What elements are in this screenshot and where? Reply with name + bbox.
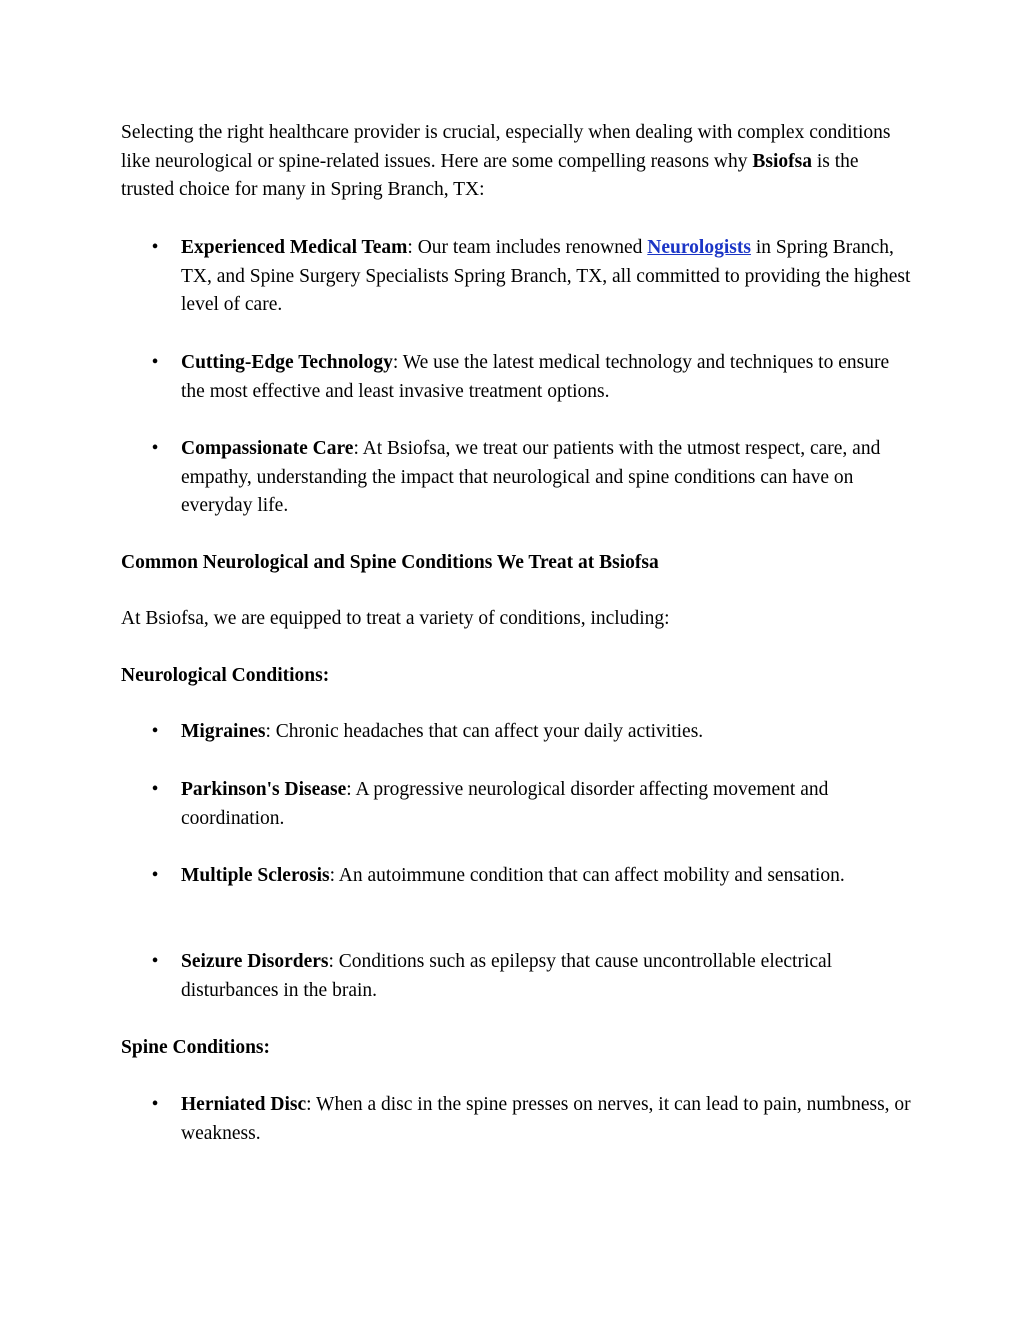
bullet-icon: • xyxy=(151,721,159,742)
list-item-term: Compassionate Care xyxy=(181,438,354,459)
spine-conditions-heading: Spine Conditions: xyxy=(121,1037,271,1058)
neurological-conditions-heading: Neurological Conditions: xyxy=(121,665,330,686)
bullet-icon: • xyxy=(151,865,159,886)
list-item-term: Cutting-Edge Technology xyxy=(181,352,393,373)
list-item-text: : At Bsiofsa, we treat our patients with the utmost respect, care, and empathy, understanding the impact that neurological and spine conditions can have on everyday life. xyxy=(181,438,881,517)
bullet-icon: • xyxy=(151,352,159,373)
conditions-heading: Common Neurological and Spine Conditions We Treat at Bsiofsa xyxy=(121,552,659,573)
list-item-term: Seizure Disorders xyxy=(181,951,329,972)
list-item-term: Herniated Disc xyxy=(181,1094,307,1115)
conditions-intro: At Bsiofsa, we are equipped to treat a variety of conditions, including: xyxy=(121,608,670,629)
list-item-text: : We use the latest medical technology and techniques to ensure the most effective and least invasive treatment options. xyxy=(181,352,890,402)
intro-paragraph xyxy=(121,119,911,205)
list-item-text: : Chronic headaches that can affect your daily activities. xyxy=(265,721,704,742)
bullet-icon: • xyxy=(151,779,159,800)
list-item-text: : Conditions such as epilepsy that cause uncontrollable electrical disturbances in the brain. xyxy=(181,951,833,1001)
list-item-parkinsons xyxy=(151,776,911,833)
bullet-icon: • xyxy=(151,438,159,459)
list-item-seizure-disorders xyxy=(151,948,911,1005)
list-item-reason-compassionate-care xyxy=(151,435,911,521)
list-item-multiple-sclerosis xyxy=(151,862,911,891)
bullet-icon: • xyxy=(151,237,159,258)
list-item-term: Experienced Medical Team xyxy=(181,237,408,258)
list-item-text: in Spring Branch, TX, and Spine Surgery Specialists Spring Branch, TX, all committed to providing the highest level of care. xyxy=(181,237,911,316)
list-item-text: : An autoimmune condition that can affect mobility and sensation. xyxy=(329,865,845,886)
list-item-text: : Our team includes renowned xyxy=(407,237,648,258)
intro-text-before: Selecting the right healthcare provider is crucial, especially when dealing with complex conditions like neurological or spine-related issues. Here are some compelling reasons why xyxy=(121,122,891,172)
list-item-term: Parkinson's Disease xyxy=(181,779,347,800)
brand-name: Bsiofsa xyxy=(752,150,812,172)
neurologists-link[interactable]: Neurologists xyxy=(647,237,751,258)
intro-text-after: is the trusted choice for many in Spring Branch, TX: xyxy=(121,150,859,201)
bullet-icon: • xyxy=(151,1094,159,1115)
list-item-migraines xyxy=(151,718,911,747)
list-item-reason-experienced-team xyxy=(151,234,911,320)
list-item-herniated-disc xyxy=(151,1091,911,1148)
bullet-icon: • xyxy=(151,951,159,972)
list-item-reason-technology xyxy=(151,349,911,406)
list-item-term: Multiple Sclerosis xyxy=(181,865,330,886)
list-item-text: : When a disc in the spine presses on nerves, it can lead to pain, numbness, or weakness. xyxy=(181,1094,911,1144)
list-item-text: : A progressive neurological disorder affecting movement and coordination. xyxy=(181,779,829,829)
list-item-term: Migraines xyxy=(181,721,266,742)
